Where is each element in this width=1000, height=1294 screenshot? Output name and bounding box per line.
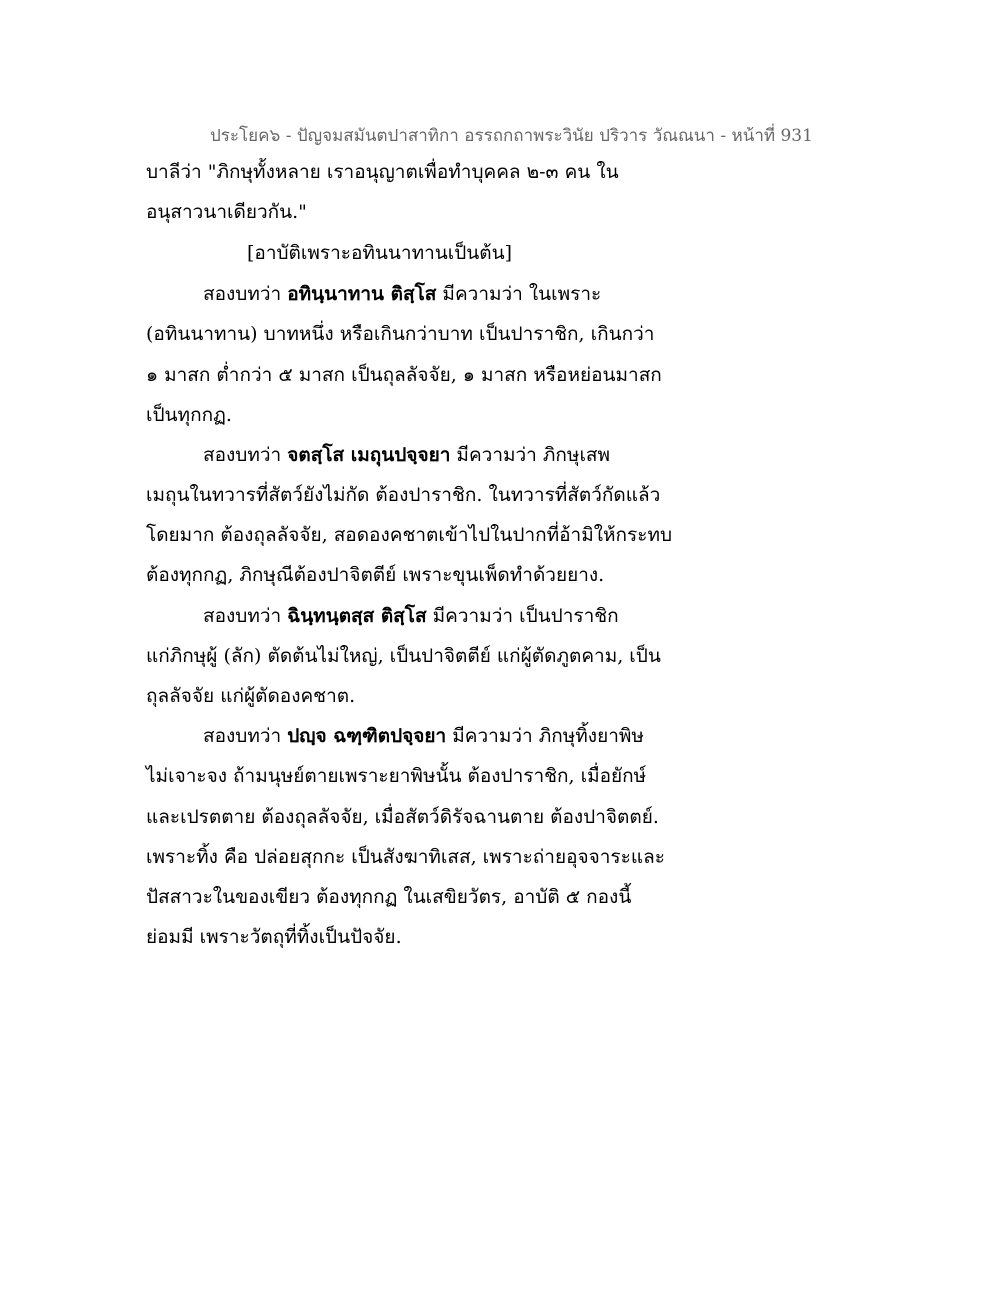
text-line-14: ถุลลัจจัย แก่ผู้ตัดองคชาต. [146,685,356,707]
text-line-18: เพราะทิ้ง คือ ปล่อยสุกกะ เป็นสังฆาทิเสส, เพราะถ่ายอุจจาระและ [146,846,665,868]
text-line-20: ย่อมมี เพราะวัตถุที่ทิ้งเป็นปัจจัย. [146,926,402,948]
text-line-12 [203,607,619,626]
line-15-prefix: สองบทว่า [203,725,288,747]
text-line-19: ปัสสาวะในของเขียว ต้องทุกกฏ ในเสขิยวัตร, อาบัติ ๕ กองนี้ [146,886,632,908]
text-line-17: และเปรตตาย ต้องถุลลัจจัย, เมื่อสัตว์ดิรัจฉานตาย ต้องปาจิตตย์. [146,806,659,828]
text-line-6: ๑ มาสก ต่ำกว่า ๕ มาสก เป็นถุลลัจจัย, ๑ มาสก หรือหย่อนมาสก [146,364,662,386]
text-line-13: แก่ภิกษุผู้ (ลัก) ตัดต้นไม่ใหญ่, เป็นปาจิตตีย์ แก่ผู้ตัดภูตคาม, เป็น [146,645,661,667]
text-line-8 [203,446,610,465]
text-line-15 [203,727,644,746]
text-line-16: ไม่เจาะจง ถ้ามนุษย์ตายเพราะยาพิษนั้น ต้องปาราชิก, เมื่อยักษ์ [146,765,647,787]
pali-term-4: ปญฺจ ฉฑฺฑิตปจฺจยา [287,725,447,747]
pali-term-1: อทินฺนาทาน ติสฺโส [287,283,437,305]
text-line-7: เป็นทุกกฏ. [146,404,232,426]
text-line-9: เมถุนในทวารที่สัตว์ยังไม่กัด ต้องปาราชิก. ในทวารที่สัตว์กัดแล้ว [146,484,661,506]
pali-term-2: จตสฺโส เมถุนปจฺจยา [287,444,451,466]
line-8-prefix: สองบทว่า [203,444,288,466]
text-line-4 [203,285,601,304]
page-header: ประโยค๖ - ปัญจมสมันตปาสาทิกา อรรถกถาพระวินัย ปริวาร วัณณนา - หน้าที่ 931 [210,126,813,146]
text-line-11: ต้องทุกกฏ, ภิกษุณีต้องปาจิตตีย์ เพราะขุนเพ็ดทำด้วยยาง. [146,564,605,586]
line-12-prefix: สองบทว่า [203,605,288,627]
line-15-suffix: มีความว่า ภิกษุทิ้งยาพิษ [446,725,644,747]
line-4-prefix: สองบทว่า [203,283,288,305]
line-8-suffix: มีความว่า ภิกษุเสพ [450,444,611,466]
section-heading: [อาบัติเพราะอทินนาทานเป็นต้น] [247,242,513,264]
text-line-2: อนุสาวนาเดียวกัน." [146,201,307,223]
line-4-suffix: มีความว่า ในเพราะ [436,283,602,305]
pali-term-3: ฉินฺทนฺตสฺส ติสฺโส [287,605,427,627]
text-line-5: (อทินนาทาน) บาทหนึ่ง หรือเกินกว่าบาท เป็นปาราชิก, เกินกว่า [146,323,655,345]
text-line-10: โดยมาก ต้องถุลลัจจัย, สอดองคชาตเข้าไปในปากที่อ้ามิให้กระทบ [146,524,673,546]
line-12-suffix: มีความว่า เป็นปาราชิก [426,605,619,627]
text-line-1: บาลีว่า "ภิกษุทั้งหลาย เราอนุญาตเพื่อทำบุคคล ๒-๓ คน ใน [146,161,619,183]
